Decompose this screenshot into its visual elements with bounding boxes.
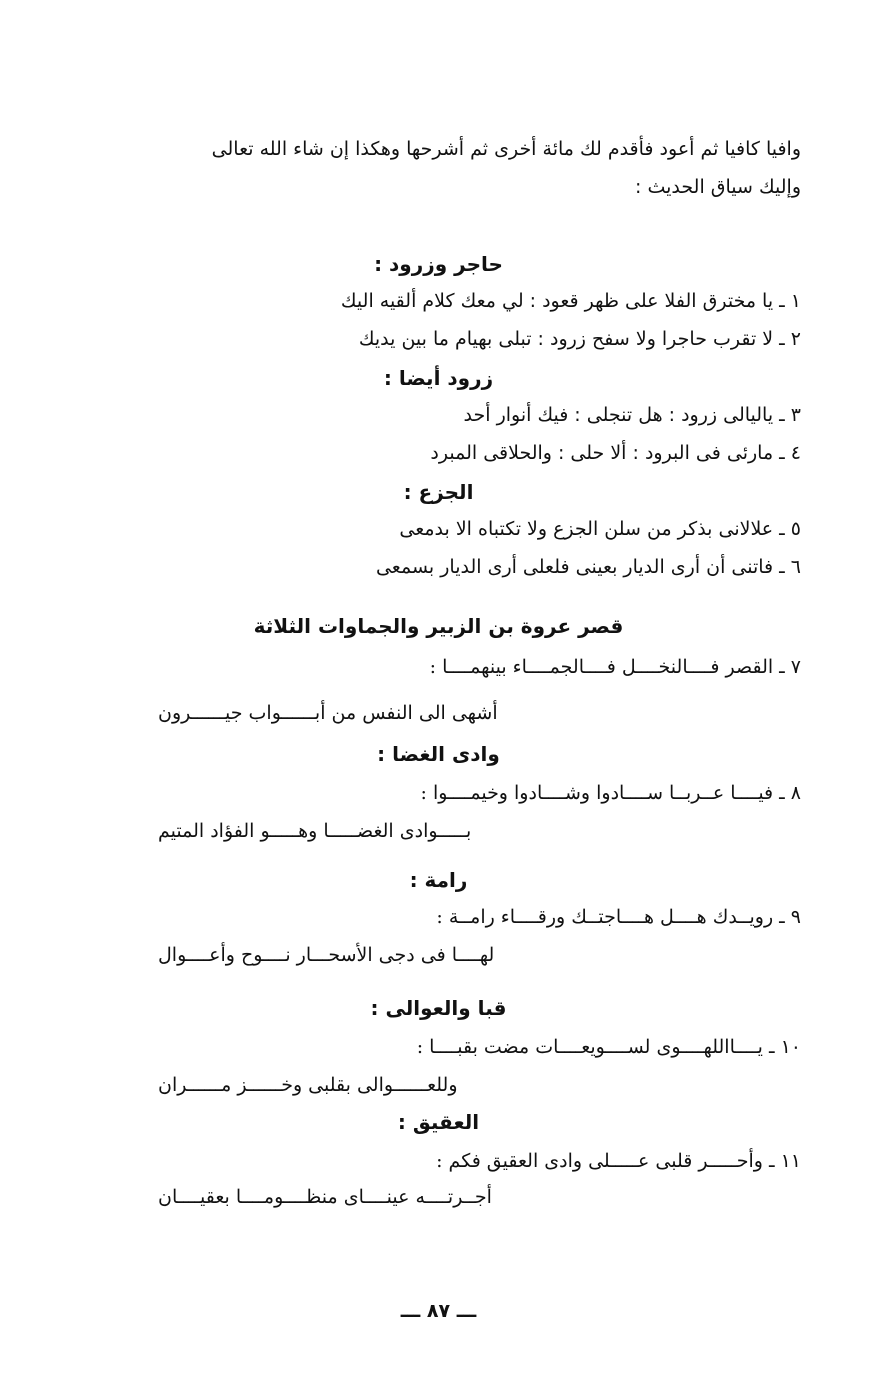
verse-3: ٣ ـ ياليالى زرود : هل تنجلى : فيك أنوار أحد [463,404,801,426]
verse-4: ٤ ـ مارئى فى البرود : ألا حلى : والحلاقى المبرد [430,442,801,464]
verse-10-second-hemistich: وللعــــــوالى بقلبى وخــــــز مــــــران [158,1074,458,1096]
verse-1: ١ ـ يا مخترق الفلا على ظهر قعود : لي معك كلام ألقيه اليك [340,290,801,312]
verse-11-second-hemistich: أجــرتــــه عينــــاى منظــــومــــا بعقيــــان [158,1186,492,1208]
verse-9-first-hemistich: ٩ ـ رويــدك هــــل هــــاجتــك ورقــــاء رامــة : [436,906,801,928]
verse-7-first-hemistich: ٧ ـ القصر فــــالنخــــل فــــالجمــــاء بينهمــــا : [429,656,801,678]
verse-8-first-hemistich: ٨ ـ فيــــا عــربــا ســــادوا وشــــادوا وخيمــــوا : [420,782,801,804]
verse-6: ٦ ـ فاتنى أن أرى الديار بعينى فلعلى أرى الديار بسمعى [375,556,801,578]
verse-7-second-hemistich: أشهى الى النفس من أبــــــواب جيــــــرون [158,702,498,724]
section-title-zarud: زرود أيضا : [383,366,494,390]
verse-8-second-hemistich: بـــــوادى الغضـــــا وهـــــو الفؤاد المتيم [158,820,472,842]
section-title-jaza: الجزع : [403,480,474,504]
intro-line-2: وإليك سياق الحديث : [635,176,801,198]
section-title-quba: قبا والعوالى : [370,996,507,1020]
verse-11-first-hemistich: ١١ ـ وأحـــــر قلبى عـــــلى وادى العقيق فكم : [436,1150,801,1172]
verse-9-second-hemistich: لهــــا فى دجى الأسحـــار نــــوح وأعــــوال [158,944,495,966]
section-title-aqiq: العقيق : [397,1110,480,1134]
section-title-qasr: قصر عروة بن الزبير والجماوات الثلاثة [253,614,624,638]
verse-5: ٥ ـ علالانى بذكر من سلن الجزع ولا تكتباه الا بدمعى [399,518,801,540]
intro-line-1: وافيا كافيا ثم أعود فأقدم لك مائة أخرى ثم أشرحها وهكذا إن شاء الله تعالى [211,138,801,160]
verse-10-first-hemistich: ١٠ ـ يــــااللهــــوى لســــويعــــات مضت بقبــــا : [416,1036,801,1058]
verse-2: ٢ ـ لا تقرب حاجرا ولا سفح زرود : تبلى بهيام ما بين يديك [358,328,801,350]
section-title-ghada: وادى الغضا : [377,742,500,766]
section-title-rama: رامة : [409,868,468,892]
section-title-hajir: حاجر وزرود : [374,252,503,276]
page-number: ـــ ٨٧ ـــ [400,1300,477,1322]
